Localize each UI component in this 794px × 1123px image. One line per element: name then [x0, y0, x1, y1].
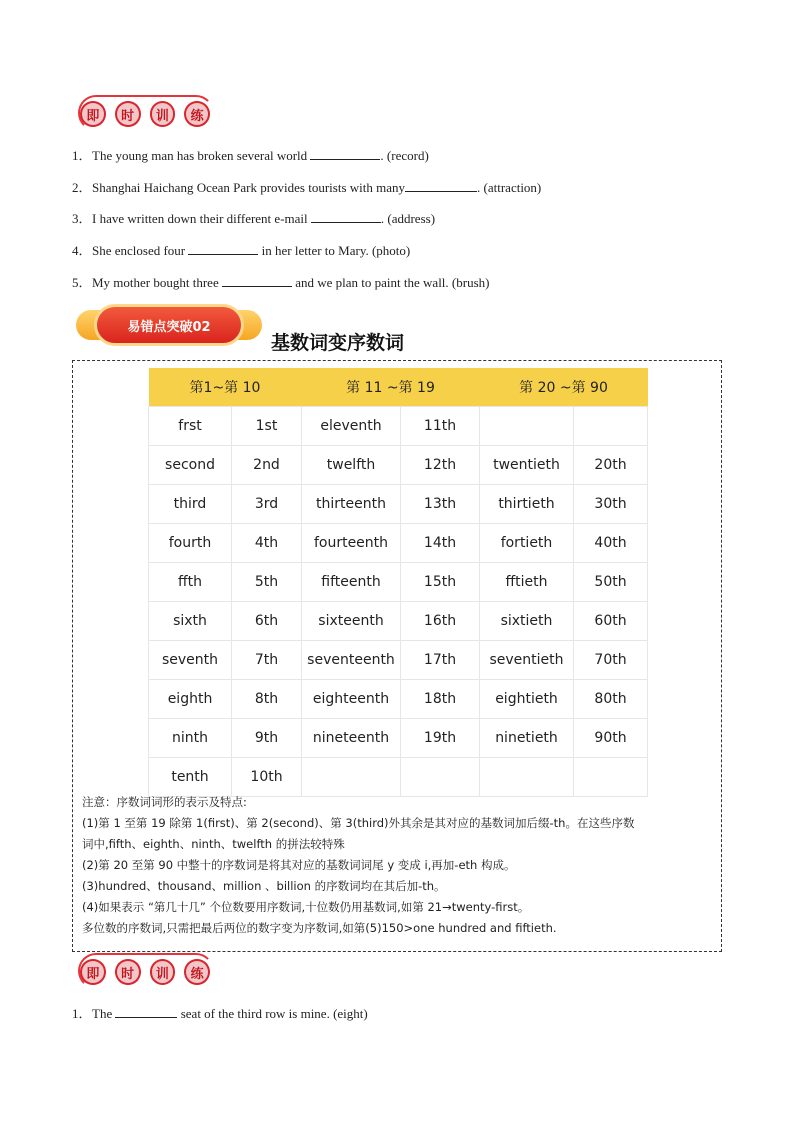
table-cell: 50th: [574, 563, 648, 602]
table-cell: 80th: [574, 680, 648, 719]
exercise-item: [72, 145, 429, 164]
table-cell: seventieth: [480, 641, 574, 680]
header-1-10: 第1~第 10: [149, 368, 302, 407]
note-line: (4)如果表示 “第几十几” 个位数要用序数词,十位数仍用基数词,如第 21→twenty-first。: [82, 900, 530, 914]
table-cell: 3rd: [232, 485, 302, 524]
table-cell: eightieth: [480, 680, 574, 719]
table-cell: [574, 407, 648, 446]
exercise-item: [72, 272, 489, 291]
exercise-text-before: Shanghai Haichang Ocean Park provides tourists with many: [92, 180, 406, 195]
exercise-item: [72, 240, 410, 259]
answer-blank[interactable]: [188, 242, 258, 255]
table-cell: sixteenth: [302, 602, 401, 641]
table-cell: twentieth: [480, 446, 574, 485]
table-row: [149, 407, 648, 446]
table-cell: fftieth: [480, 563, 574, 602]
table-header-row: [149, 368, 648, 407]
notes-block: [82, 792, 722, 939]
answer-blank[interactable]: [222, 274, 292, 287]
table-cell: 6th: [232, 602, 302, 641]
table-row: [149, 719, 648, 758]
table-cell: 70th: [574, 641, 648, 680]
header-20-90: 第 20 ~第 90: [480, 368, 648, 407]
exercise-text-after: in her letter to Mary. (photo): [258, 243, 411, 258]
badge-char: 时: [115, 101, 141, 127]
table-cell: 30th: [574, 485, 648, 524]
table-cell: thirteenth: [302, 485, 401, 524]
table-cell: 14th: [401, 524, 480, 563]
table-cell: 1st: [232, 407, 302, 446]
badge-char: 时: [115, 959, 141, 985]
answer-blank[interactable]: [115, 1005, 177, 1018]
exercise-number: 5．: [72, 275, 92, 290]
table-cell: seventh: [149, 641, 232, 680]
table-cell: ninth: [149, 719, 232, 758]
exercise-item: [72, 208, 435, 227]
practice-badge-bottom: [80, 957, 216, 987]
badge-char: 练: [184, 959, 210, 985]
table-cell: eleventh: [302, 407, 401, 446]
table-cell: 18th: [401, 680, 480, 719]
table-cell: tenth: [149, 758, 232, 797]
table-cell: 8th: [232, 680, 302, 719]
exercise-text-after: and we plan to paint the wall. (brush): [291, 275, 490, 290]
practice-badge-top: [80, 99, 216, 129]
table-cell: sixth: [149, 602, 232, 641]
table-cell: thirtieth: [480, 485, 574, 524]
exercise-text-before: The: [92, 1006, 116, 1021]
note-line: (1)第 1 至第 19 除第 1(first)、第 2(second)、第 3(third)外其余是其对应的基数词加后缀-th。在这些序数: [82, 816, 635, 830]
table-row: [149, 680, 648, 719]
table-cell: fifteenth: [302, 563, 401, 602]
header-11-19: 第 11 ~第 19: [302, 368, 480, 407]
exercise-text-after: . (address): [380, 211, 436, 226]
exercise-number: 2．: [72, 180, 92, 195]
note-line: 多位数的序数词,只需把最后两位的数字变为序数词,如第(5)150>one hundred and fiftieth.: [82, 921, 557, 935]
section-badge-label: 易错点突破02: [94, 304, 244, 346]
table-cell: 10th: [232, 758, 302, 797]
exercise-number: 4．: [72, 243, 92, 258]
table-cell: 7th: [232, 641, 302, 680]
table-row: [149, 485, 648, 524]
table-cell: 9th: [232, 719, 302, 758]
exercise-item: [72, 177, 541, 196]
table-cell: [480, 758, 574, 797]
table-cell: 60th: [574, 602, 648, 641]
note-line: 注意：序数词词形的表示及特点:: [82, 795, 247, 809]
table-cell: fortieth: [480, 524, 574, 563]
table-cell: ninetieth: [480, 719, 574, 758]
table-cell: 5th: [232, 563, 302, 602]
table-cell: 90th: [574, 719, 648, 758]
exercise-text-before: The young man has broken several world: [92, 148, 311, 163]
exercise-number: 1．: [72, 148, 92, 163]
exercise-text-after: . (attraction): [477, 180, 542, 195]
badge-char: 训: [150, 959, 176, 985]
table-cell: third: [149, 485, 232, 524]
section-title: 基数词变序数词: [271, 332, 405, 354]
table-cell: 15th: [401, 563, 480, 602]
answer-blank[interactable]: [311, 210, 381, 223]
ordinal-table: [148, 368, 648, 797]
table-cell: [574, 758, 648, 797]
table-row: [149, 446, 648, 485]
table-cell: seventeenth: [302, 641, 401, 680]
table-row: [149, 758, 648, 797]
table-cell: twelfth: [302, 446, 401, 485]
badge-char: 即: [80, 959, 106, 985]
exercise-text-before: She enclosed four: [92, 243, 189, 258]
table-row: [149, 641, 648, 680]
table-cell: [480, 407, 574, 446]
table-cell: second: [149, 446, 232, 485]
table-row: [149, 563, 648, 602]
table-cell: fourth: [149, 524, 232, 563]
exercise-number: 3．: [72, 211, 92, 226]
exercise-text-after: seat of the third row is mine. (eight): [177, 1006, 368, 1021]
exercise-text-before: My mother bought three: [92, 275, 222, 290]
table-cell: 2nd: [232, 446, 302, 485]
exercise-item: [72, 1003, 368, 1022]
table-cell: 12th: [401, 446, 480, 485]
table-cell: sixtieth: [480, 602, 574, 641]
table-cell: 11th: [401, 407, 480, 446]
table-cell: nineteenth: [302, 719, 401, 758]
table-cell: 13th: [401, 485, 480, 524]
table-cell: 17th: [401, 641, 480, 680]
table-cell: frst: [149, 407, 232, 446]
badge-char: 练: [184, 101, 210, 127]
table-cell: [401, 758, 480, 797]
exercise-text-after: . (record): [380, 148, 429, 163]
exercise-text-before: I have written down their different e-mail: [92, 211, 311, 226]
table-row: [149, 524, 648, 563]
table-cell: [302, 758, 401, 797]
table-cell: eighth: [149, 680, 232, 719]
answer-blank[interactable]: [405, 179, 477, 192]
table-cell: fourteenth: [302, 524, 401, 563]
table-cell: 4th: [232, 524, 302, 563]
note-line: 词中,fifth、eighth、ninth、twelfth 的拼法较特殊: [82, 837, 345, 851]
table-cell: eighteenth: [302, 680, 401, 719]
table-row: [149, 602, 648, 641]
table-cell: 19th: [401, 719, 480, 758]
table-cell: ffth: [149, 563, 232, 602]
note-line: (2)第 20 至第 90 中整十的序数词是将其对应的基数词词尾 y 变成 i,再加-eth 构成。: [82, 858, 516, 872]
table-cell: 16th: [401, 602, 480, 641]
table-cell: 40th: [574, 524, 648, 563]
answer-blank[interactable]: [310, 147, 380, 160]
note-line: (3)hundred、thousand、million 、billion 的序数词均在其后加-th。: [82, 879, 446, 893]
section-badge: [76, 302, 262, 348]
badge-char: 即: [80, 101, 106, 127]
table-cell: 20th: [574, 446, 648, 485]
badge-char: 训: [150, 101, 176, 127]
exercise-number: 1．: [72, 1006, 92, 1021]
